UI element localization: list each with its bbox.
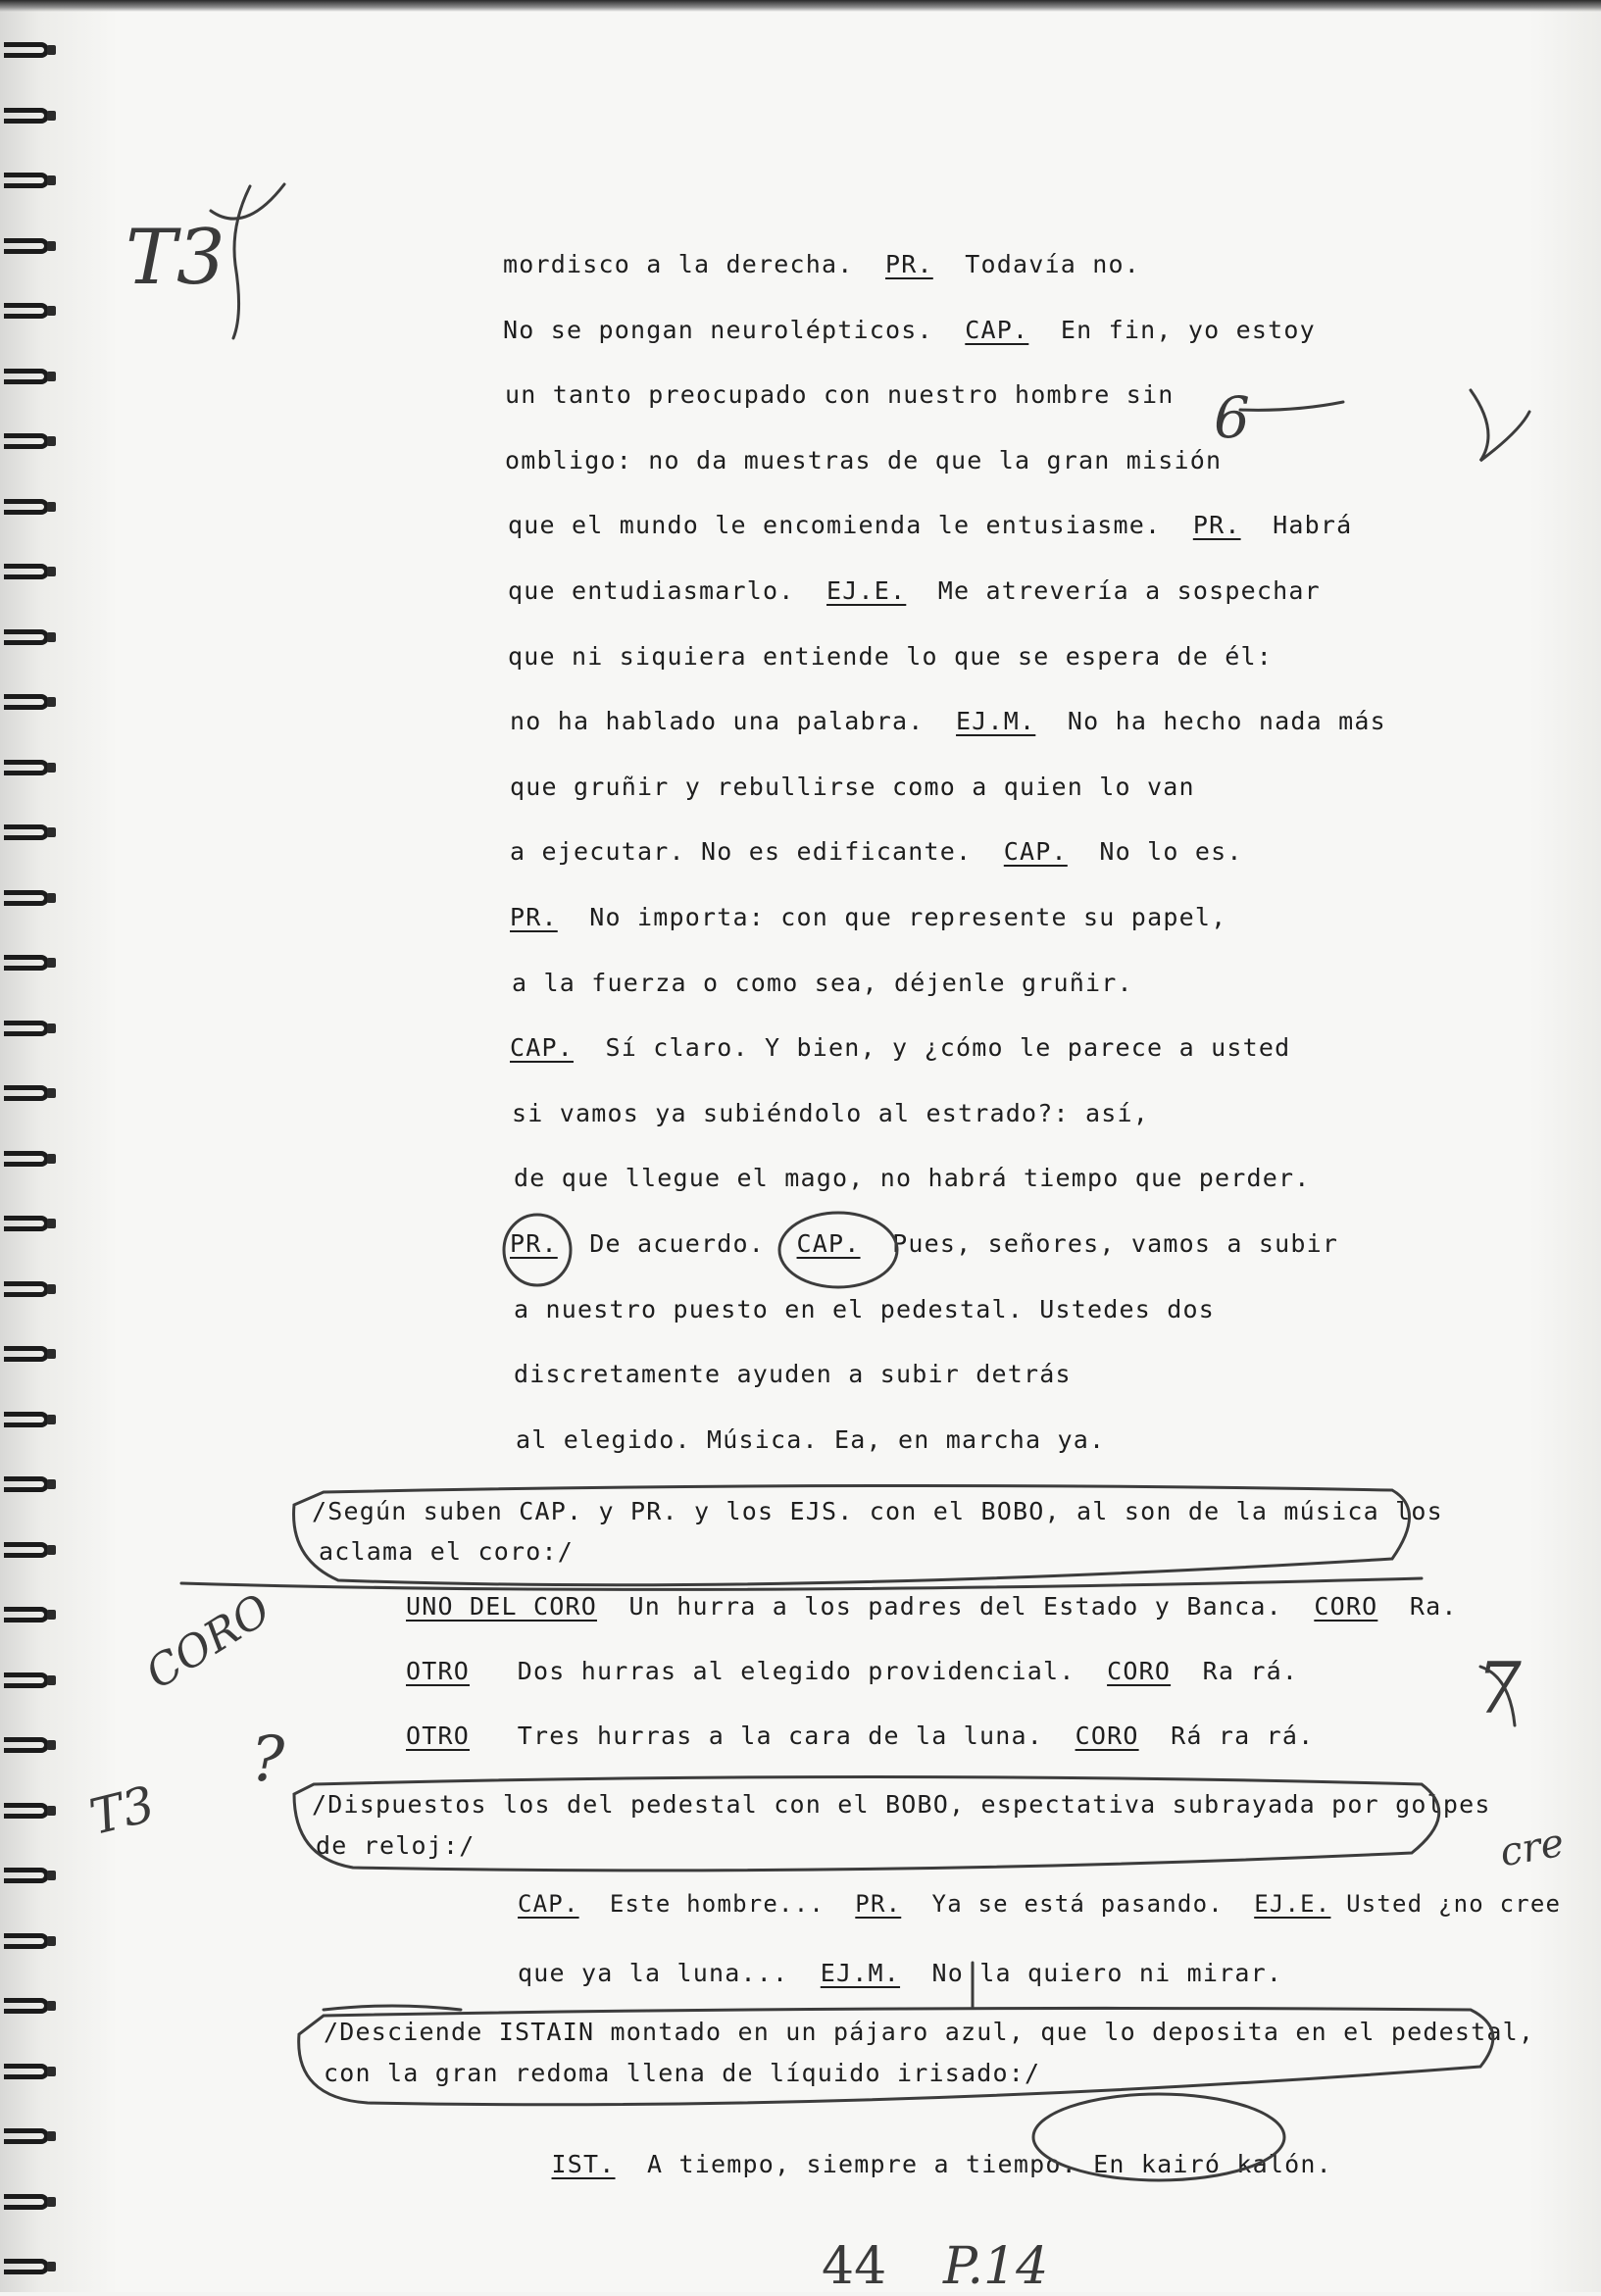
line-text: Ra. — [1377, 1592, 1458, 1621]
margin-note-seven: 7 — [1476, 1647, 1522, 1729]
pencil-stroke — [1471, 390, 1529, 461]
line-text: que el mundo le encomienda le entusiasme. — [508, 511, 1193, 540]
stage-direction-1-line-2: aclama el coro:/ — [319, 1537, 575, 1566]
speaker-tag: UNO DEL CORO — [406, 1592, 598, 1621]
circle-pr — [504, 1215, 571, 1285]
line-text: que ya la luna... — [518, 1959, 821, 1987]
line-text: Todavía no. — [932, 250, 1141, 278]
line-text: si vamos ya subiéndolo al estrado?: así, — [512, 1098, 1150, 1127]
line-text: Ya se está pasando. — [901, 1890, 1255, 1918]
speaker-tag: CAP. — [518, 1890, 579, 1918]
line-text: no ha hablado una palabra. — [510, 707, 957, 736]
line-text: Este hombre... — [578, 1890, 856, 1918]
speaker-tag: CORO — [1075, 1722, 1139, 1750]
bracket-stage-1 — [294, 1485, 1410, 1584]
speaker-tag: CAP. — [510, 1033, 575, 1063]
speaker-tag: PR. — [510, 903, 558, 931]
circle-kairo — [1033, 2094, 1284, 2180]
speaker-tag: OTRO — [406, 1722, 471, 1750]
speaker-tag: EJ.M. — [956, 707, 1036, 736]
line-text: No ha hecho nada más — [1035, 707, 1386, 736]
margin-note-cre: cre — [1496, 1820, 1568, 1876]
speaker-tag: EJ.M. — [820, 1959, 901, 1987]
line-text: que entudiasmarlo. — [508, 576, 827, 605]
speaker-tag: PR. — [1192, 511, 1241, 540]
speaker-ist: IST. — [551, 2150, 616, 2178]
typed-page-number: 44 — [822, 2237, 887, 2296]
pencil-stroke — [1480, 1667, 1515, 1725]
speaker-tag: PR. — [855, 1890, 902, 1918]
margin-note-t3-top: T3 — [125, 214, 225, 302]
line-text: Sí claro. Y bien, y ¿cómo le parece a usted — [574, 1033, 1291, 1063]
line-text: ombligo: no da muestras de que la gran misión — [505, 445, 1223, 474]
bracket-stage-2 — [294, 1777, 1439, 1871]
speaker-tag: EJ.E. — [1254, 1890, 1331, 1918]
line-text: Rá ra rá. — [1138, 1722, 1315, 1750]
speaker-tag: EJ.E. — [826, 576, 907, 605]
line-text: No importa: con que represente su papel, — [557, 903, 1227, 931]
speaker-tag: OTRO — [406, 1657, 471, 1685]
speaker-tag: CORO — [1107, 1657, 1172, 1685]
line-text: En fin, yo estoy — [1028, 315, 1316, 344]
line-text: discretamente ayuden a subir detrás — [514, 1360, 1072, 1389]
line-text: No se pongan neurolépticos. — [503, 315, 966, 344]
speaker-tag: CAP. — [796, 1229, 861, 1258]
line-text: Pues, señores, vamos a subir — [860, 1229, 1339, 1258]
line-text: a nuestro puesto en el pedestal. Ustedes dos — [514, 1294, 1216, 1323]
line-text: Usted ¿no cree — [1330, 1890, 1562, 1918]
margin-note-six: 6 — [1214, 384, 1250, 451]
speaker-tag: CAP. — [965, 315, 1029, 344]
margin-note-question: ? — [251, 1723, 285, 1796]
speaker-tag: PR. — [885, 250, 933, 278]
line-text: Un hurra a los padres del Estado y Banca. — [597, 1592, 1315, 1621]
circled-phrase: En kairó kalón. — [1093, 2150, 1332, 2178]
line-text: No la quiero ni mirar. — [900, 1959, 1283, 1987]
stage-direction-2-line-2: de reloj:/ — [316, 1831, 475, 1860]
line-text: Tres hurras a la cara de la luna. — [470, 1722, 1076, 1750]
pencil-stroke — [324, 2006, 461, 2010]
line-text: un tanto preocupado con nuestro hombre sin — [505, 380, 1175, 410]
stage-direction-3-line-2: con la gran redoma llena de líquido irisado:/ — [324, 2059, 1041, 2087]
margin-note-coro: CORO — [137, 1584, 279, 1700]
stage-direction-2-line-1: /Dispuestos los del pedestal con el BOBO, espectativa subrayada por golpes — [312, 1790, 1491, 1819]
bracket-stage-3 — [299, 2008, 1493, 2104]
line-text: Ra rá. — [1171, 1657, 1299, 1685]
circle-cap — [779, 1213, 897, 1287]
handwritten-page-number: P.14 — [943, 2237, 1049, 2296]
speaker-tag: CORO — [1314, 1592, 1378, 1621]
line-text: No lo es. — [1067, 837, 1243, 867]
stage-direction-1-line-1: /Según suben CAP. y PR. y los EJS. con el BOBO, al son de la música los — [312, 1497, 1443, 1525]
pencil-stroke — [1240, 402, 1343, 410]
line-text: a la fuerza o como sea, déjenle gruñir. — [512, 968, 1133, 997]
line-text: De acuerdo. — [557, 1229, 797, 1258]
speaker-tag: CAP. — [1003, 837, 1068, 867]
line-text: Me atrevería a sospechar — [906, 576, 1321, 605]
margin-note-t3-lower: T3 — [83, 1774, 161, 1847]
pencil-stroke — [233, 186, 250, 338]
final-line-text: A tiempo, siempre a tiempo. — [615, 2150, 1094, 2178]
line-text: al elegido. Música. Ea, en marcha ya. — [516, 1424, 1106, 1454]
line-text: mordisco a la derecha. — [503, 250, 886, 278]
speaker-tag: PR. — [510, 1229, 558, 1258]
stage-direction-3-line-1: /Desciende ISTAIN montado en un pájaro azul, que lo deposita en el pedestal, — [324, 2018, 1535, 2046]
line-text: que gruñir y rebullirse como a quien lo van — [510, 772, 1195, 801]
line-text: Dos hurras al elegido providencial. — [470, 1657, 1108, 1685]
line-text: de que llegue el mago, no habrá tiempo que perder. — [514, 1164, 1311, 1193]
line-text: Habrá — [1240, 511, 1353, 540]
line-text: a ejecutar. No es edificante. — [510, 837, 1004, 867]
line-text: que ni siquiera entiende lo que se espera de él: — [508, 641, 1274, 671]
